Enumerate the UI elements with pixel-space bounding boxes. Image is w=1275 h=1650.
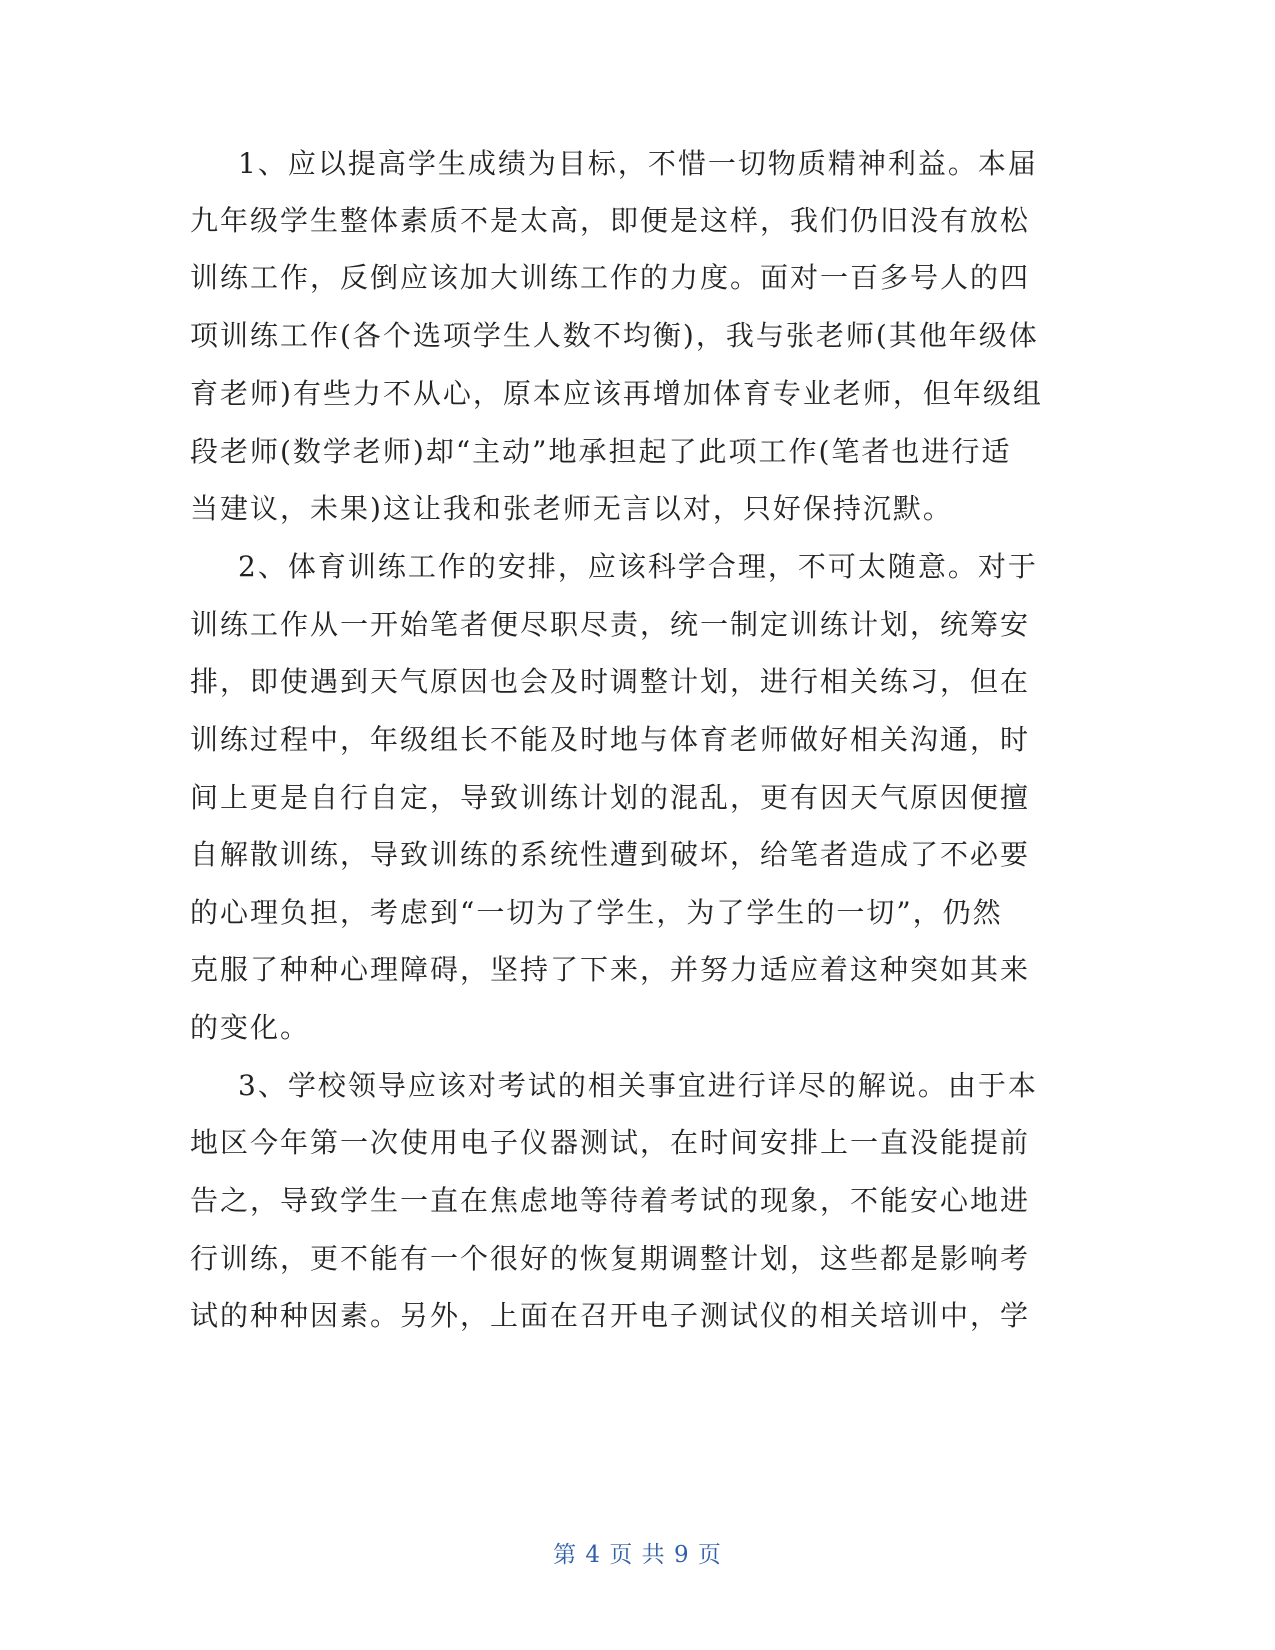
paragraph-3-line-2: 地区今年第一次使用电子仪器测试，在时间安排上一直没能提前	[190, 1126, 1031, 1159]
paragraph-1-line-7: 当建议，未果)这让我和张老师无言以对，只好保持沉默。	[190, 492, 953, 525]
page-footer: 第 4 页 共 9 页	[553, 1542, 722, 1568]
paragraph-1-line-2: 九年级学生整体素质不是太高，即便是这样，我们仍旧没有放松	[190, 204, 1031, 237]
paragraph-2-line-2: 训练工作从一开始笔者便尽职尽责，统一制定训练计划，统筹安	[190, 608, 1031, 641]
paragraph-2-line-3: 排，即使遇到天气原因也会及时调整计划，进行相关练习，但在	[190, 665, 1031, 698]
paragraph-1-line-5: 育老师)有些力不从心，原本应该再增加体育专业老师，但年级组	[190, 377, 1043, 410]
paragraph-1-line-3: 训练工作，反倒应该加大训练工作的力度。面对一百多号人的四	[190, 261, 1031, 294]
paragraph-2-line-5: 间上更是自行自定，导致训练计划的混乱，更有因天气原因便擅	[190, 781, 1031, 814]
paragraph-2-line-7: 的心理负担，考虑到“一切为了学生，为了学生的一切”，仍然	[190, 896, 1003, 929]
paragraph-2-line-9: 的变化。	[190, 1011, 311, 1044]
paragraph-2-line-8: 克服了种种心理障碍，坚持了下来，并努力适应着这种突如其来	[190, 953, 1031, 986]
paragraph-1-line-4: 项训练工作(各个选项学生人数不均衡)，我与张老师(其他年级体	[190, 319, 1039, 352]
paragraph-2-line-1: 2、体育训练工作的安排，应该科学合理，不可太随意。对于	[238, 550, 1038, 583]
paragraph-3-line-4: 行训练，更不能有一个很好的恢复期调整计划，这些都是影响考	[190, 1242, 1031, 1275]
paragraph-3-line-1: 3、学校领导应该对考试的相关事宜进行详尽的解说。由于本	[238, 1069, 1038, 1102]
paragraph-1-line-6: 段老师(数学老师)却“主动”地承担起了此项工作(笔者也进行适	[190, 435, 1012, 468]
paragraph-3-line-5: 试的种种因素。另外，上面在召开电子测试仪的相关培训中，学	[190, 1299, 1031, 1332]
paragraph-3-line-3: 告之，导致学生一直在焦虑地等待着考试的现象，不能安心地进	[190, 1184, 1031, 1217]
paragraph-2-line-6: 自解散训练，导致训练的系统性遭到破坏，给笔者造成了不必要	[190, 838, 1031, 871]
paragraph-1-line-1: 1、应以提高学生成绩为目标，不惜一切物质精神利益。本届	[238, 147, 1038, 180]
paragraph-2-line-4: 训练过程中，年级组长不能及时地与体育老师做好相关沟通，时	[190, 723, 1031, 756]
